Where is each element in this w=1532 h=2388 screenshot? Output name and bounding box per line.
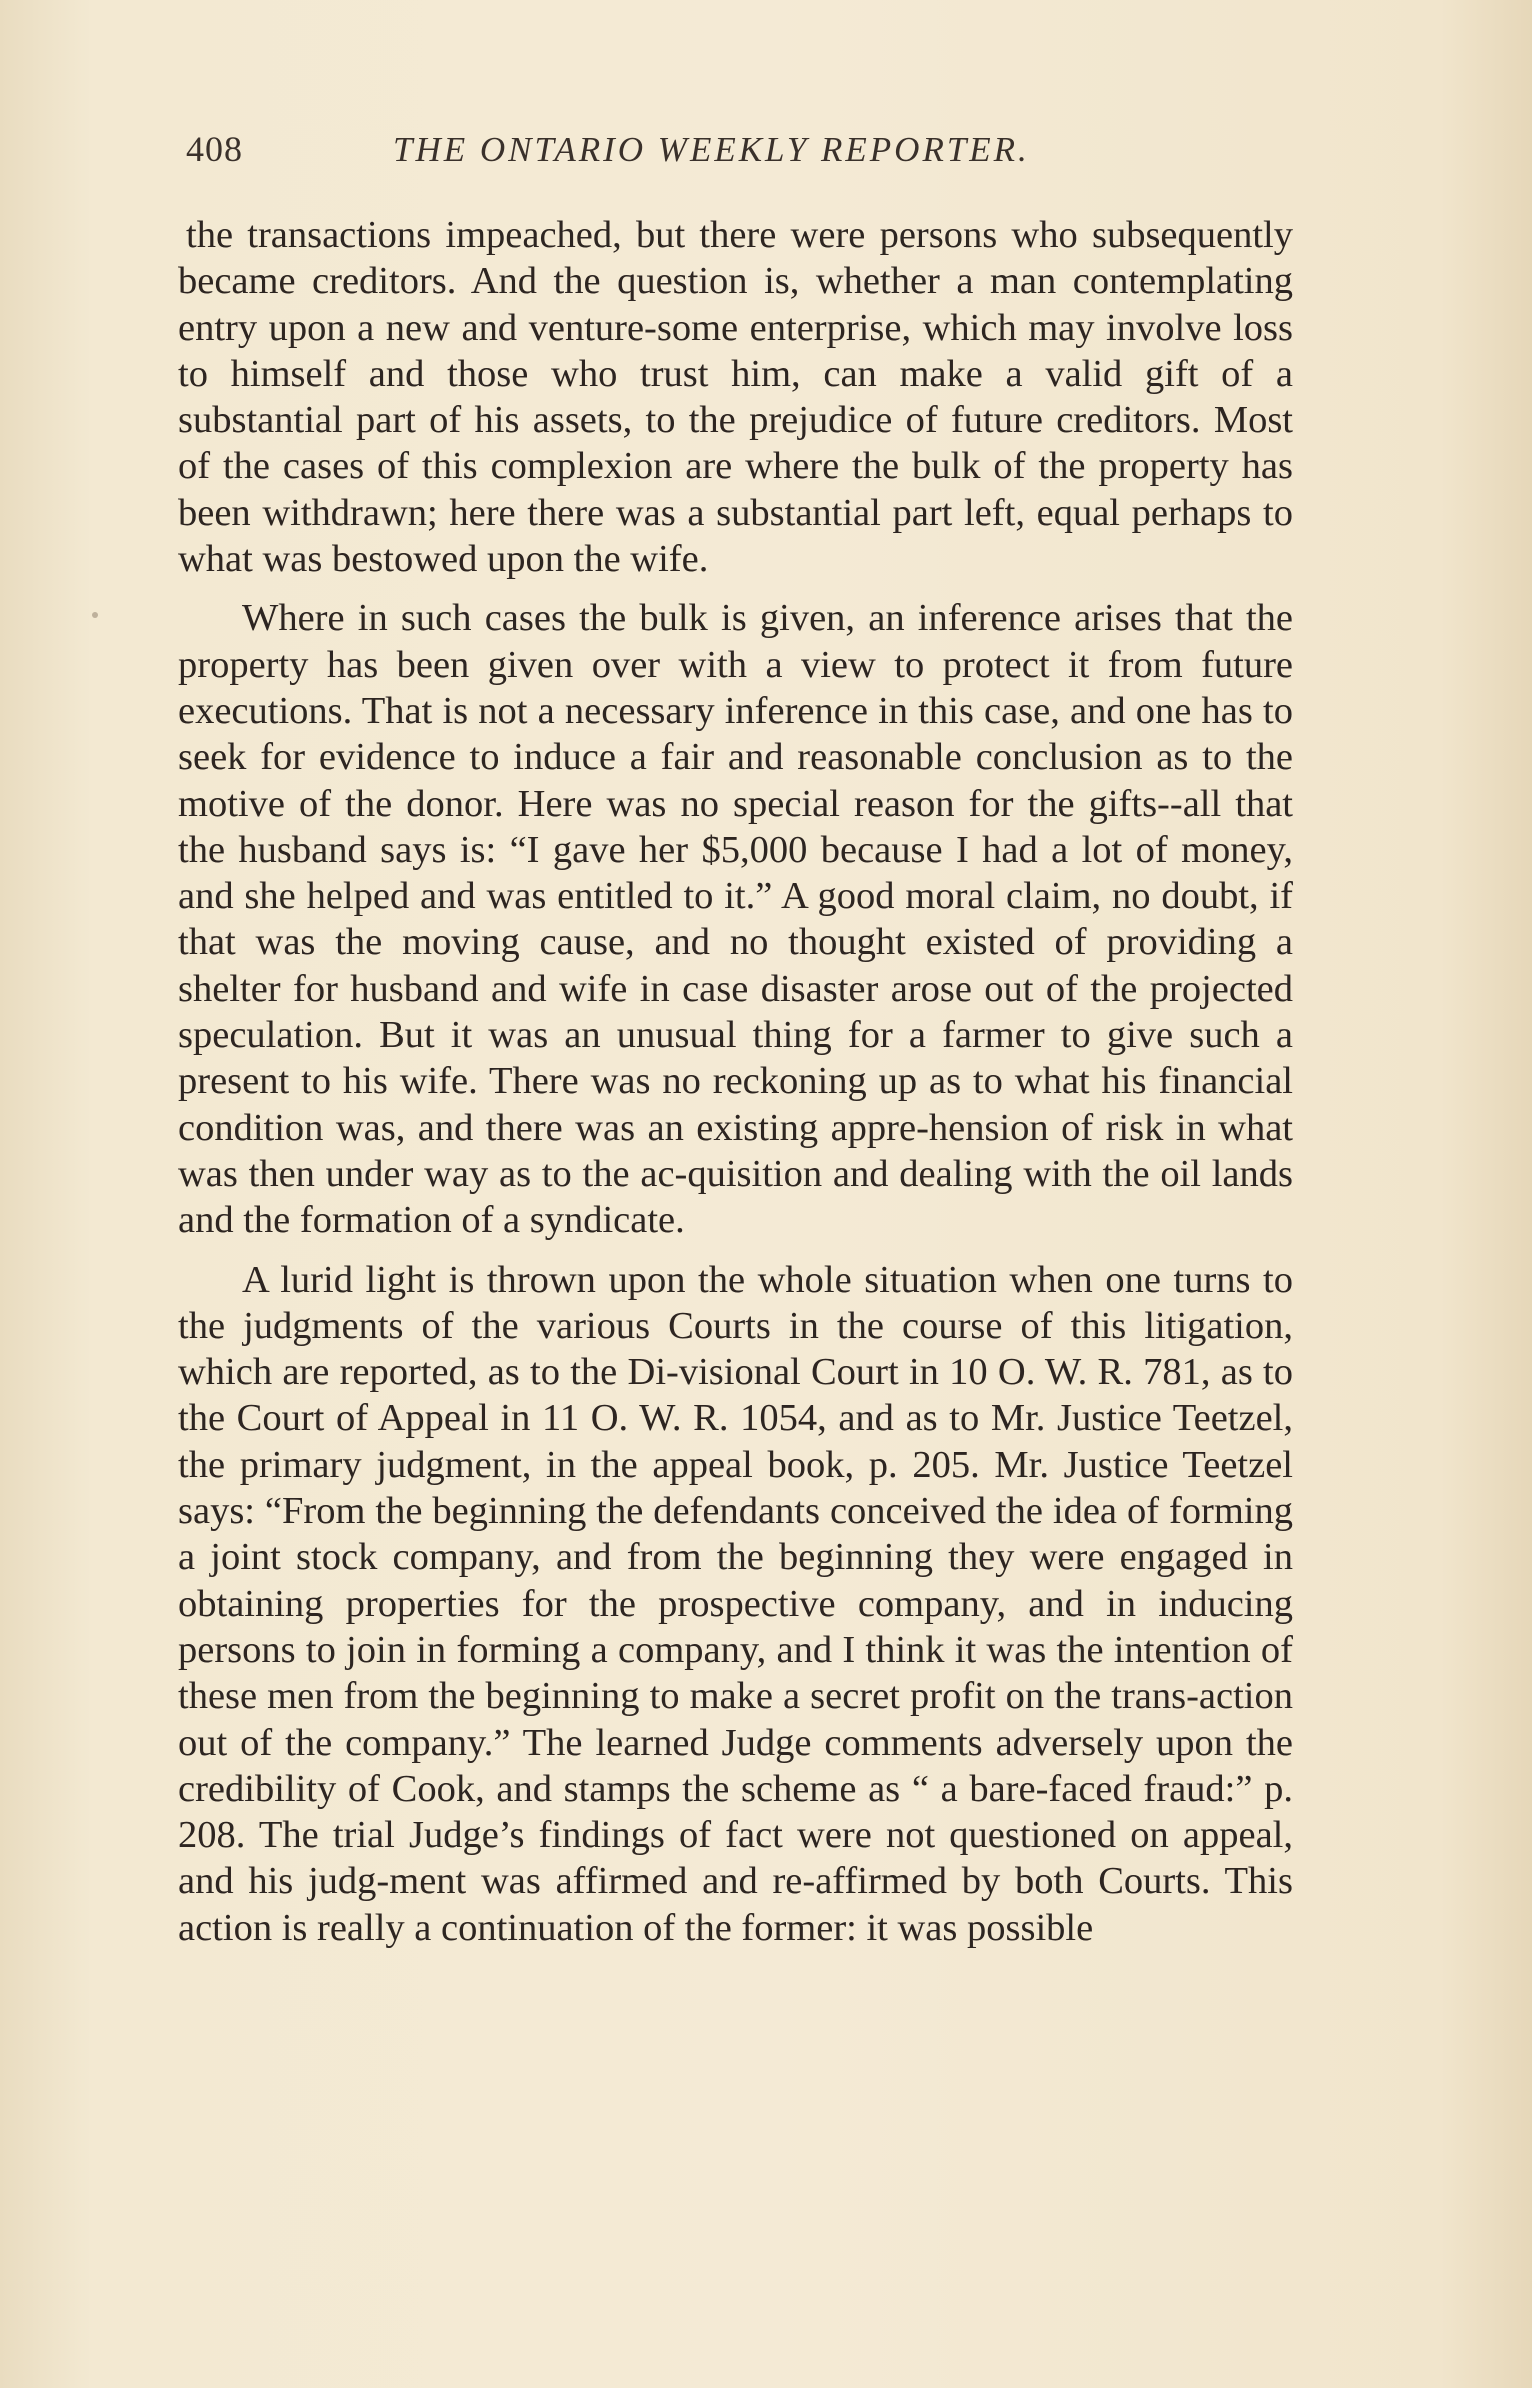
body-text xyxy=(178,212,1293,1951)
paper-speck xyxy=(92,612,98,618)
paragraph-3: A lurid light is thrown upon the whole situation when one turns to the judgments of the various Courts in the course of this litigation, which are reported, as to the Di-visional Court in 10 O. W. R. 781, as to the Court of Appeal in 11 O. W. R. 1054, and as to Mr. Justice Teetzel, the primary judgment, in the appeal book, p. 205. Mr. Justice Teetzel says: “From the beginning the defendants conceived the idea of forming a joint stock company, and from the beginning they were engaged in obtaining properties for the prospective company, and in inducing persons to join in forming a company, and I think it was the intention of these men from the beginning to make a secret profit on the trans-action out of the company.” The learned Judge comments adversely upon the credibility of Cook, and stamps the scheme as “ a bare-faced fraud:” p. 208. The trial Judge’s findings of fact were not questioned on appeal, and his judg-ment was affirmed and re-affirmed by both Courts. This action is really a continuation of the former: it was possible xyxy=(178,1258,1293,1949)
running-head: THE ONTARIO WEEKLY REPORTER. xyxy=(393,130,1030,169)
paragraph-1: the transactions impeached, but there were persons who subsequently became creditors. And the question is, whether a man contemplating entry upon a new and venture-some enterprise, which may involve loss to himself and those who trust him, can make a valid gift of a substantial part of his assets, to the prejudice of future creditors. Most of the cases of this complexion are where the bulk of the property has been withdrawn; here there was a substantial part left, equal perhaps to what was bestowed upon the wife. xyxy=(178,214,1293,581)
paragraph-2: Where in such cases the bulk is given, an inference arises that the property has been given over with a view to protect it from future executions. That is not a necessary inference in this case, and one has to seek for evidence to induce a fair and reasonable conclusion as to the motive of the donor. Here was no special reason for the gifts--all that the husband says is: “I gave her $5,000 because I had a lot of money, and she helped and was entitled to it.” A good moral claim, no doubt, if that was the moving cause, and no thought existed of providing a shelter for husband and wife in case disaster arose out of the projected speculation. But it was an unusual thing for a farmer to give such a present to his wife. There was no reckoning up as to what his financial condition was, and there was an existing appre-hension of risk in what was then under way as to the ac-quisition and dealing with the oil lands and the formation of a syndicate. xyxy=(178,597,1293,1242)
page-number: 408 xyxy=(186,129,243,169)
page-header xyxy=(186,128,1286,198)
